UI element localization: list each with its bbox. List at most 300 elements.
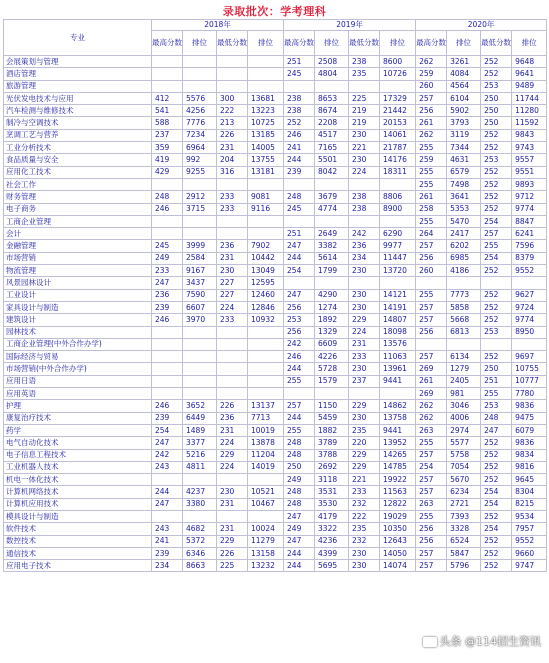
value-cell: 5353 xyxy=(447,203,481,215)
value-cell: 10725 xyxy=(248,117,284,129)
value-cell: 247 xyxy=(152,277,183,289)
value-cell: 249 xyxy=(152,252,183,264)
value-cell xyxy=(380,215,416,227)
table-row xyxy=(4,547,547,559)
value-cell: 261 xyxy=(416,117,447,129)
value-cell: 1274 xyxy=(315,301,349,313)
value-cell: 261 xyxy=(416,375,447,387)
value-cell: 9534 xyxy=(512,510,547,522)
value-cell: 14191 xyxy=(380,301,416,313)
value-cell: 1150 xyxy=(315,400,349,412)
value-cell: 7344 xyxy=(447,142,481,154)
value-cell xyxy=(217,68,248,80)
value-cell: 5858 xyxy=(447,301,481,313)
major-cell: 酒店管理 xyxy=(4,68,152,80)
value-cell: 226 xyxy=(217,129,248,141)
value-cell: 229 xyxy=(217,449,248,461)
major-header: 专业 xyxy=(4,20,152,56)
value-cell: 11563 xyxy=(380,486,416,498)
value-cell: 12460 xyxy=(248,289,284,301)
table-row xyxy=(4,351,547,363)
value-cell: 257 xyxy=(416,92,447,104)
value-cell: 18098 xyxy=(380,326,416,338)
value-cell: 247 xyxy=(152,437,183,449)
value-cell: 14807 xyxy=(380,314,416,326)
value-cell: 224 xyxy=(217,461,248,473)
value-cell xyxy=(183,510,217,522)
value-cell: 252 xyxy=(481,289,512,301)
value-cell xyxy=(217,80,248,92)
value-cell: 244 xyxy=(284,252,315,264)
value-cell: 252 xyxy=(481,68,512,80)
value-cell: 2912 xyxy=(183,191,217,203)
value-cell: 14121 xyxy=(380,289,416,301)
major-cell: 国际经济与贸易 xyxy=(4,351,152,363)
value-cell: 243 xyxy=(152,461,183,473)
value-cell: 1882 xyxy=(315,424,349,436)
major-cell: 计算机应用技术 xyxy=(4,498,152,510)
value-cell: 260 xyxy=(416,80,447,92)
value-cell: 2721 xyxy=(447,498,481,510)
value-cell: 9489 xyxy=(512,80,547,92)
value-cell: 252 xyxy=(481,351,512,363)
value-cell: 9116 xyxy=(248,203,284,215)
value-cell: 247 xyxy=(481,424,512,436)
value-cell: 244 xyxy=(284,412,315,424)
value-cell: 9081 xyxy=(248,191,284,203)
sub-header-cell: 最低分数 xyxy=(349,31,380,56)
value-cell: 9834 xyxy=(512,449,547,461)
major-cell: 通信技术 xyxy=(4,547,152,559)
value-cell xyxy=(380,388,416,400)
value-cell: 235 xyxy=(349,523,380,535)
value-cell: 242 xyxy=(284,338,315,350)
table-row xyxy=(4,129,547,141)
value-cell: 6202 xyxy=(447,240,481,252)
value-cell: 230 xyxy=(217,486,248,498)
value-cell: 224 xyxy=(349,166,380,178)
value-cell: 9552 xyxy=(512,535,547,547)
admission-table xyxy=(3,19,547,572)
table-row xyxy=(4,289,547,301)
value-cell: 13755 xyxy=(248,154,284,166)
value-cell xyxy=(152,375,183,387)
major-cell: 财务管理 xyxy=(4,191,152,203)
major-cell: 康复治疗技术 xyxy=(4,412,152,424)
table-row xyxy=(4,80,547,92)
value-cell: 253 xyxy=(481,154,512,166)
major-cell: 制冷与空调技术 xyxy=(4,117,152,129)
value-cell: 236 xyxy=(217,240,248,252)
value-cell: 262 xyxy=(416,412,447,424)
value-cell xyxy=(152,228,183,240)
value-cell: 222 xyxy=(349,510,380,522)
value-cell: 221 xyxy=(349,474,380,486)
value-cell: 9641 xyxy=(512,68,547,80)
value-cell: 21787 xyxy=(380,142,416,154)
value-cell: 5576 xyxy=(183,92,217,104)
value-cell: 227 xyxy=(217,289,248,301)
table-row xyxy=(4,400,547,412)
table-row xyxy=(4,510,547,522)
value-cell: 8653 xyxy=(315,92,349,104)
value-cell: 4236 xyxy=(315,535,349,547)
value-cell: 248 xyxy=(152,191,183,203)
value-cell: 259 xyxy=(416,154,447,166)
value-cell: 9441 xyxy=(380,424,416,436)
value-cell: 245 xyxy=(284,203,315,215)
value-cell: 2584 xyxy=(183,252,217,264)
value-cell: 239 xyxy=(152,301,183,313)
value-cell: 9977 xyxy=(380,240,416,252)
value-cell: 2508 xyxy=(315,56,349,68)
value-cell: 245 xyxy=(284,68,315,80)
sub-header-cell: 最低分数 xyxy=(481,31,512,56)
value-cell: 4564 xyxy=(447,80,481,92)
value-cell: 4084 xyxy=(447,68,481,80)
value-cell: 6609 xyxy=(315,338,349,350)
value-cell xyxy=(315,178,349,190)
table-row xyxy=(4,314,547,326)
table-row xyxy=(4,105,547,117)
sub-header-cell: 排位 xyxy=(512,31,547,56)
value-cell: 4256 xyxy=(183,105,217,117)
value-cell: 254 xyxy=(481,523,512,535)
value-cell: 236 xyxy=(217,412,248,424)
value-cell: 9167 xyxy=(183,265,217,277)
value-cell: 262 xyxy=(416,56,447,68)
value-cell xyxy=(152,474,183,486)
table-row xyxy=(4,252,547,264)
major-cell: 会展策划与管理 xyxy=(4,56,152,68)
value-cell: 6524 xyxy=(447,535,481,547)
value-cell xyxy=(512,277,547,289)
value-cell: 5470 xyxy=(447,215,481,227)
value-cell: 233 xyxy=(217,314,248,326)
value-cell: 255 xyxy=(416,166,447,178)
value-cell: 257 xyxy=(416,547,447,559)
value-cell: 7590 xyxy=(183,289,217,301)
value-cell: 250 xyxy=(481,363,512,375)
value-cell: 254 xyxy=(481,252,512,264)
value-cell: 1892 xyxy=(315,314,349,326)
value-cell: 412 xyxy=(152,92,183,104)
value-cell xyxy=(183,215,217,227)
value-cell: 9712 xyxy=(512,191,547,203)
value-cell: 4682 xyxy=(183,523,217,535)
value-cell: 230 xyxy=(349,289,380,301)
value-cell: 3377 xyxy=(183,437,217,449)
value-cell: 19922 xyxy=(380,474,416,486)
table-row xyxy=(4,449,547,461)
value-cell: 9627 xyxy=(512,289,547,301)
value-cell xyxy=(315,277,349,289)
value-cell: 252 xyxy=(481,56,512,68)
value-cell: 244 xyxy=(152,486,183,498)
value-cell: 14862 xyxy=(380,400,416,412)
value-cell xyxy=(183,68,217,80)
value-cell: 230 xyxy=(349,363,380,375)
major-cell: 应用化工技术 xyxy=(4,166,152,178)
table-row xyxy=(4,215,547,227)
value-cell: 259 xyxy=(416,68,447,80)
value-cell: 229 xyxy=(217,535,248,547)
value-cell: 232 xyxy=(349,535,380,547)
value-cell: 7902 xyxy=(248,240,284,252)
value-cell xyxy=(349,215,380,227)
value-cell: 10777 xyxy=(512,375,547,387)
value-cell: 239 xyxy=(152,547,183,559)
value-cell xyxy=(183,326,217,338)
value-cell: 10726 xyxy=(380,68,416,80)
value-cell: 5758 xyxy=(447,449,481,461)
value-cell: 6290 xyxy=(380,228,416,240)
value-cell: 7776 xyxy=(183,117,217,129)
value-cell: 248 xyxy=(284,449,315,461)
value-cell: 224 xyxy=(217,301,248,313)
value-cell: 230 xyxy=(349,265,380,277)
value-cell: 5372 xyxy=(183,535,217,547)
value-cell: 8042 xyxy=(315,166,349,178)
value-cell: 226 xyxy=(217,400,248,412)
value-cell xyxy=(183,375,217,387)
value-cell xyxy=(380,277,416,289)
value-cell: 3970 xyxy=(183,314,217,326)
major-cell: 烹调工艺与营养 xyxy=(4,129,152,141)
value-cell: 252 xyxy=(481,547,512,559)
table-row xyxy=(4,437,547,449)
value-cell: 7773 xyxy=(447,289,481,301)
major-cell: 工业分析技术 xyxy=(4,142,152,154)
value-cell: 11279 xyxy=(248,535,284,547)
table-row xyxy=(4,486,547,498)
value-cell: 244 xyxy=(284,154,315,166)
value-cell: 238 xyxy=(349,203,380,215)
value-cell xyxy=(183,178,217,190)
table-row xyxy=(4,388,547,400)
value-cell: 359 xyxy=(152,142,183,154)
value-cell: 11447 xyxy=(380,252,416,264)
table-row xyxy=(4,228,547,240)
value-cell xyxy=(152,178,183,190)
value-cell: 252 xyxy=(481,129,512,141)
value-cell xyxy=(512,338,547,350)
value-cell xyxy=(315,388,349,400)
value-cell: 9836 xyxy=(512,437,547,449)
value-cell: 4804 xyxy=(315,68,349,80)
value-cell xyxy=(217,56,248,68)
value-cell xyxy=(380,178,416,190)
value-cell: 239 xyxy=(284,166,315,178)
value-cell: 257 xyxy=(416,560,447,572)
value-cell: 238 xyxy=(349,191,380,203)
value-cell: 244 xyxy=(284,560,315,572)
value-cell: 233 xyxy=(217,203,248,215)
major-cell: 护理 xyxy=(4,400,152,412)
watermark-logo-icon xyxy=(423,637,437,647)
value-cell: 254 xyxy=(481,486,512,498)
table-row xyxy=(4,338,547,350)
value-cell: 10442 xyxy=(248,252,284,264)
value-cell xyxy=(284,277,315,289)
value-cell: 260 xyxy=(416,265,447,277)
value-cell xyxy=(380,80,416,92)
table-row xyxy=(4,560,547,572)
value-cell: 250 xyxy=(481,117,512,129)
value-cell: 1799 xyxy=(315,265,349,277)
value-cell: 242 xyxy=(349,228,380,240)
value-cell: 13158 xyxy=(248,547,284,559)
value-cell: 255 xyxy=(481,388,512,400)
value-cell: 10521 xyxy=(248,486,284,498)
value-cell: 14785 xyxy=(380,461,416,473)
value-cell: 7234 xyxy=(183,129,217,141)
major-cell: 汽车检测与维修技术 xyxy=(4,105,152,117)
value-cell: 588 xyxy=(152,117,183,129)
major-cell: 金融管理 xyxy=(4,240,152,252)
value-cell: 9697 xyxy=(512,351,547,363)
value-cell: 255 xyxy=(416,437,447,449)
sub-header-cell: 最低分数 xyxy=(217,31,248,56)
value-cell: 2417 xyxy=(447,228,481,240)
value-cell: 5614 xyxy=(315,252,349,264)
value-cell: 9843 xyxy=(512,129,547,141)
value-cell: 254 xyxy=(416,461,447,473)
value-cell: 981 xyxy=(447,388,481,400)
value-cell xyxy=(248,351,284,363)
value-cell: 12595 xyxy=(248,277,284,289)
value-cell xyxy=(217,474,248,486)
value-cell: 222 xyxy=(217,105,248,117)
value-cell: 9255 xyxy=(183,166,217,178)
table-row xyxy=(4,301,547,313)
value-cell: 5670 xyxy=(447,474,481,486)
value-cell: 252 xyxy=(481,301,512,313)
value-cell: 235 xyxy=(349,68,380,80)
value-cell: 429 xyxy=(152,166,183,178)
major-cell: 机电一体化技术 xyxy=(4,474,152,486)
value-cell: 226 xyxy=(217,547,248,559)
value-cell: 255 xyxy=(416,289,447,301)
value-cell: 13181 xyxy=(248,166,284,178)
value-cell: 3531 xyxy=(315,486,349,498)
value-cell: 9660 xyxy=(512,547,547,559)
table-row xyxy=(4,474,547,486)
value-cell: 14176 xyxy=(380,154,416,166)
value-cell xyxy=(183,474,217,486)
value-cell: 219 xyxy=(349,105,380,117)
value-cell: 252 xyxy=(481,437,512,449)
value-cell xyxy=(248,474,284,486)
value-cell: 234 xyxy=(152,560,183,572)
major-cell: 电气自动化技术 xyxy=(4,437,152,449)
value-cell: 11063 xyxy=(380,351,416,363)
value-cell: 4186 xyxy=(447,265,481,277)
value-cell: 253 xyxy=(284,314,315,326)
value-cell: 14061 xyxy=(380,129,416,141)
value-cell: 241 xyxy=(152,535,183,547)
value-cell: 20153 xyxy=(380,117,416,129)
value-cell: 230 xyxy=(349,560,380,572)
value-cell: 252 xyxy=(481,314,512,326)
value-cell xyxy=(152,326,183,338)
value-cell: 11280 xyxy=(512,105,547,117)
value-cell: 229 xyxy=(349,400,380,412)
major-cell: 电子商务 xyxy=(4,203,152,215)
value-cell xyxy=(248,388,284,400)
value-cell: 254 xyxy=(152,424,183,436)
value-cell: 255 xyxy=(481,240,512,252)
value-cell: 257 xyxy=(416,351,447,363)
table-row xyxy=(4,154,547,166)
value-cell: 231 xyxy=(217,252,248,264)
major-cell: 旅游管理 xyxy=(4,80,152,92)
major-cell: 食品质量与安全 xyxy=(4,154,152,166)
value-cell: 204 xyxy=(217,154,248,166)
table-row xyxy=(4,265,547,277)
major-cell: 家具设计与制造 xyxy=(4,301,152,313)
value-cell: 6964 xyxy=(183,142,217,154)
value-cell: 242 xyxy=(152,449,183,461)
value-cell: 419 xyxy=(152,154,183,166)
value-cell: 238 xyxy=(284,105,315,117)
value-cell: 4290 xyxy=(315,289,349,301)
value-cell: 10024 xyxy=(248,523,284,535)
value-cell: 7498 xyxy=(447,178,481,190)
value-cell: 4006 xyxy=(447,412,481,424)
table-row xyxy=(4,117,547,129)
value-cell xyxy=(152,338,183,350)
value-cell: 9816 xyxy=(512,461,547,473)
value-cell: 4226 xyxy=(315,351,349,363)
major-cell: 工业设计 xyxy=(4,289,152,301)
value-cell: 4517 xyxy=(315,129,349,141)
value-cell: 3118 xyxy=(315,474,349,486)
watermark xyxy=(423,633,542,649)
value-cell: 252 xyxy=(481,142,512,154)
major-cell: 应用日语 xyxy=(4,375,152,387)
value-cell: 3788 xyxy=(315,449,349,461)
value-cell: 2649 xyxy=(315,228,349,240)
value-cell xyxy=(183,351,217,363)
value-cell: 238 xyxy=(349,56,380,68)
value-cell: 3715 xyxy=(183,203,217,215)
value-cell xyxy=(349,277,380,289)
value-cell: 233 xyxy=(349,351,380,363)
value-cell: 236 xyxy=(152,289,183,301)
value-cell: 237 xyxy=(349,375,380,387)
value-cell: 5577 xyxy=(447,437,481,449)
value-cell xyxy=(416,338,447,350)
value-cell: 5695 xyxy=(315,560,349,572)
value-cell: 9557 xyxy=(512,154,547,166)
value-cell: 254 xyxy=(284,265,315,277)
table-row xyxy=(4,424,547,436)
value-cell xyxy=(284,388,315,400)
value-cell xyxy=(284,80,315,92)
value-cell xyxy=(284,215,315,227)
value-cell: 13758 xyxy=(380,412,416,424)
value-cell: 2208 xyxy=(315,117,349,129)
major-cell: 社会工作 xyxy=(4,178,152,190)
value-cell xyxy=(248,80,284,92)
value-cell: 234 xyxy=(349,252,380,264)
table-row xyxy=(4,461,547,473)
value-cell: 3999 xyxy=(183,240,217,252)
value-cell xyxy=(152,510,183,522)
sub-header-cell: 排位 xyxy=(248,31,284,56)
value-cell: 253 xyxy=(481,80,512,92)
